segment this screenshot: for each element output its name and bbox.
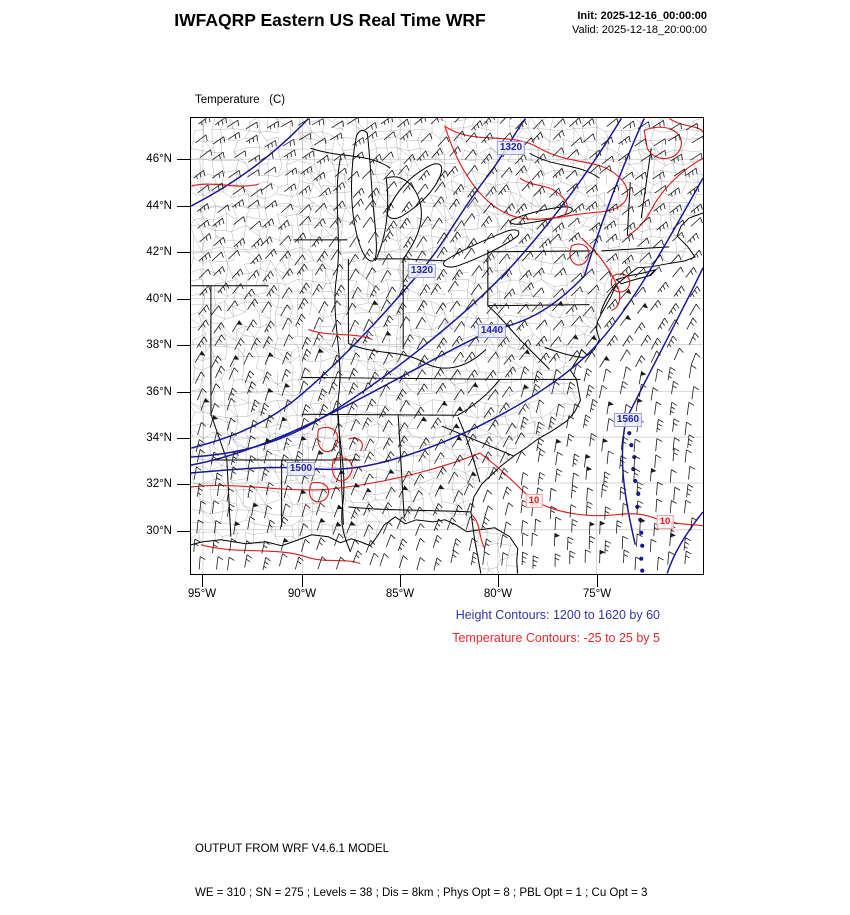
lat-tick-mark: [177, 345, 190, 346]
lon-tick-label: 95°W: [187, 588, 217, 600]
lon-tick-label: 80°W: [483, 588, 513, 600]
height-contour-info: Height Contours: 1200 to 1620 by 60: [455, 608, 660, 622]
lon-tick-mark: [597, 575, 598, 587]
lat-tick-mark: [177, 392, 190, 393]
temperature-contour-label: 10: [526, 494, 543, 508]
lat-tick-mark: [177, 484, 190, 485]
lat-tick-label: 36°N: [146, 386, 172, 398]
lon-tick-label: 90°W: [287, 588, 317, 600]
init-timestamp: Init: 2025-12-16_00:00:00: [577, 10, 707, 22]
height-contour-label: 1320: [497, 141, 525, 155]
lat-tick-mark: [177, 299, 190, 300]
lat-tick-label: 38°N: [146, 339, 172, 351]
lat-tick-label: 46°N: [146, 153, 172, 165]
state-borders-layer: [191, 148, 703, 573]
temperature-contour-label: 10: [657, 515, 674, 529]
height-contour-label: 1560: [614, 413, 642, 427]
lat-tick-mark: [177, 159, 190, 160]
lon-tick-mark: [302, 575, 303, 587]
lon-tick-mark: [498, 575, 499, 587]
lat-tick-label: 44°N: [146, 200, 172, 212]
model-timestamps: [572, 9, 707, 37]
height-contour-label: 1500: [287, 462, 315, 476]
lon-tick-label: 75°W: [582, 588, 612, 600]
lat-tick-mark: [177, 206, 190, 207]
valid-timestamp: Valid: 2025-12-18_20:00:00: [572, 24, 707, 36]
footer-line1: OUTPUT FROM WRF V4.6.1 MODEL: [195, 843, 390, 855]
lat-tick-mark: [177, 438, 190, 439]
weather-map: [190, 117, 704, 575]
lat-tick-label: 42°N: [146, 246, 172, 258]
temperature-contour-info: Temperature Contours: -25 to 25 by 5: [452, 631, 660, 645]
lat-tick-mark: [177, 531, 190, 532]
lat-tick-label: 32°N: [146, 478, 172, 490]
lon-tick-mark: [202, 575, 203, 587]
lat-tick-label: 30°N: [146, 525, 172, 537]
height-contour-label: 1320: [408, 264, 436, 278]
footer-line2: WE = 310 ; SN = 275 ; Levels = 38 ; Dis = 8km ; Phys Opt = 8 ; PBL Opt = 1 ; Cu Opt = 3: [195, 886, 648, 899]
model-footer: [195, 813, 647, 915]
lon-tick-label: 85°W: [385, 588, 415, 600]
lat-tick-label: 34°N: [146, 432, 172, 444]
lon-tick-mark: [400, 575, 401, 587]
lat-tick-mark: [177, 252, 190, 253]
height-contour-label: 1440: [478, 324, 506, 338]
legend-temperature: Temperature (C): [195, 94, 286, 106]
page-title: IWFAQRP Eastern US Real Time WRF: [174, 10, 486, 30]
map-canvas: [191, 118, 703, 574]
lat-tick-label: 40°N: [146, 293, 172, 305]
